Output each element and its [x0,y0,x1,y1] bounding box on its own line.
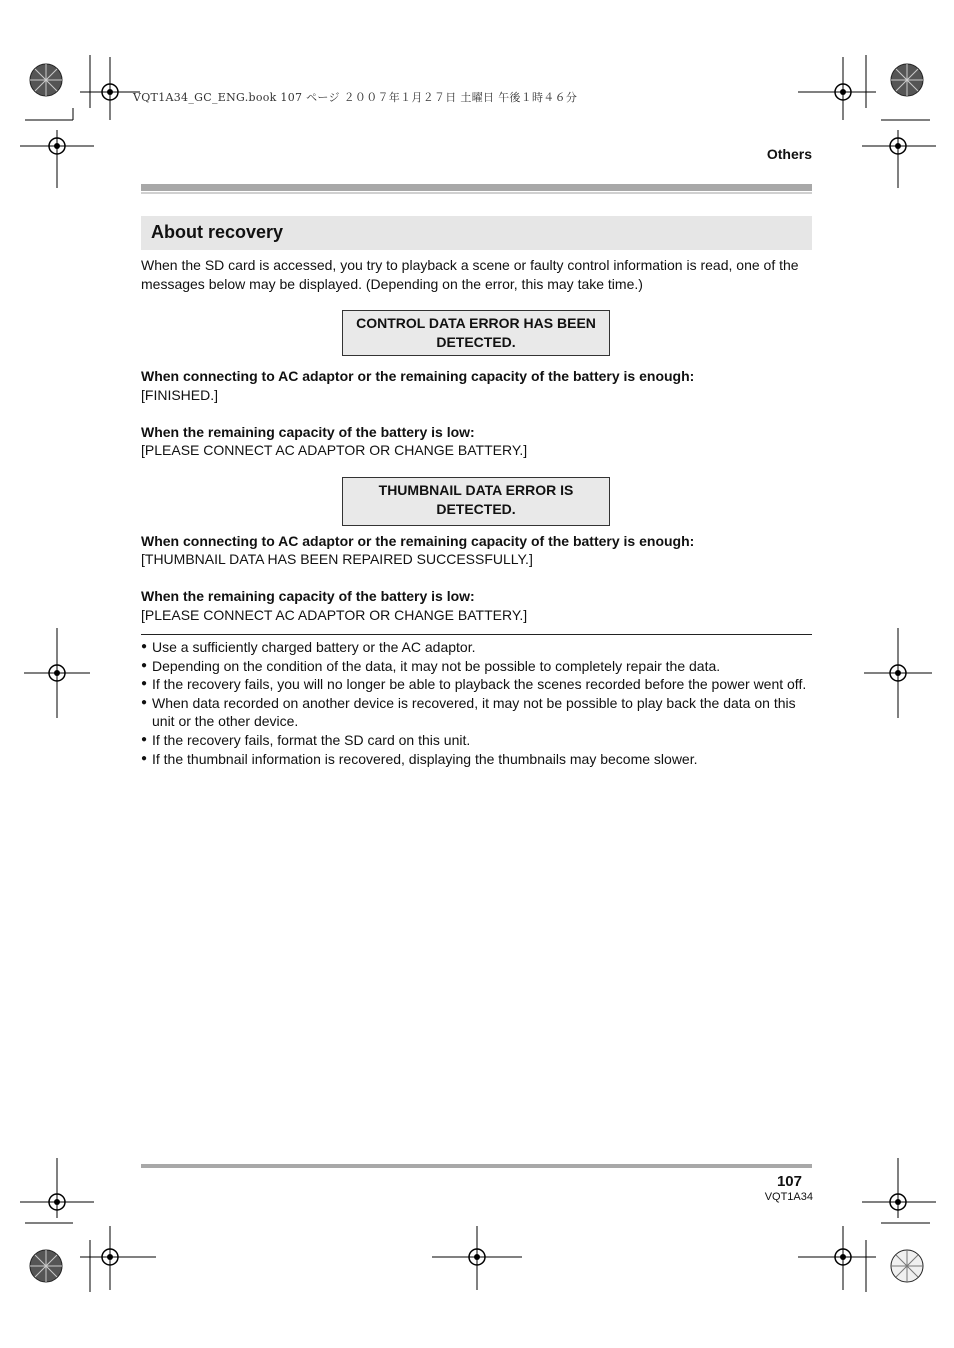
low-battery-result: [PLEASE CONNECT AC ADAPTOR OR CHANGE BATTERY.] [141,442,528,458]
intro-paragraph: When the SD card is accessed, you try to playback a scene or faulty control information is read, one of the messages below may be displayed. (Depending on the error, this may take time.) [141,257,799,292]
ac-condition-heading: When connecting to AC adaptor or the remaining capacity of the battery is enough: [141,533,695,549]
ac-condition-result: [THUMBNAIL DATA HAS BEEN REPAIRED SUCCESSFULLY.] [141,551,533,567]
print-job-info: VQT1A34_GC_ENG.book 107 ページ ２００７年１月２７日 土曜日 午後１時４６分 [133,91,578,104]
ac-condition-heading: When connecting to AC adaptor or the remaining capacity of the battery is enough: [141,368,695,384]
notes-divider [141,634,812,635]
low-battery-heading: When the remaining capacity of the battery is low: [141,424,475,440]
list-item [141,657,812,676]
list-item [141,694,812,731]
header-rule-shadow [141,192,812,194]
bullet-icon: ● [141,696,148,708]
list-item [141,731,812,750]
bullet-icon: ● [141,733,148,745]
footer-rule [141,1164,812,1168]
list-item [141,638,812,657]
note-text: If the recovery fails, you will no longer be able to playback the scenes recorded before the power went off. [152,676,807,693]
bullet-icon: ● [141,752,148,764]
model-code: VQT1A34 [764,1191,813,1203]
note-text: If the recovery fails, format the SD card on this unit. [152,731,471,748]
page-title: About recovery [151,222,284,242]
note-text: Depending on the condition of the data, it may not be possible to completely repair the data. [152,657,721,674]
note-text: Use a sufficiently charged battery or the AC adaptor. [152,639,476,655]
low-battery-heading: When the remaining capacity of the battery is low: [141,588,475,604]
note-text: When data recorded on another device is recovered, it may not be possible to play back the data on this unit or the other device. [152,694,796,730]
page-number: 107 [776,1173,802,1190]
bullet-icon: ● [141,659,148,671]
ac-condition-result: [FINISHED.] [141,387,219,403]
error-message-box-control-data: CONTROL DATA ERROR HAS BEEN DETECTED. [342,310,610,356]
list-item [141,750,812,769]
notes-list [141,638,812,768]
header-rule [141,184,812,191]
list-item [141,675,812,694]
bullet-icon: ● [141,678,148,690]
bullet-icon: ● [141,641,148,652]
note-text: If the thumbnail information is recovered, displaying the thumbnails may become slower. [152,750,698,767]
low-battery-result: [PLEASE CONNECT AC ADAPTOR OR CHANGE BATTERY.] [141,607,528,623]
error-message-box-thumbnail-data: THUMBNAIL DATA ERROR IS DETECTED. [342,477,610,526]
section-label: Others [766,146,812,162]
